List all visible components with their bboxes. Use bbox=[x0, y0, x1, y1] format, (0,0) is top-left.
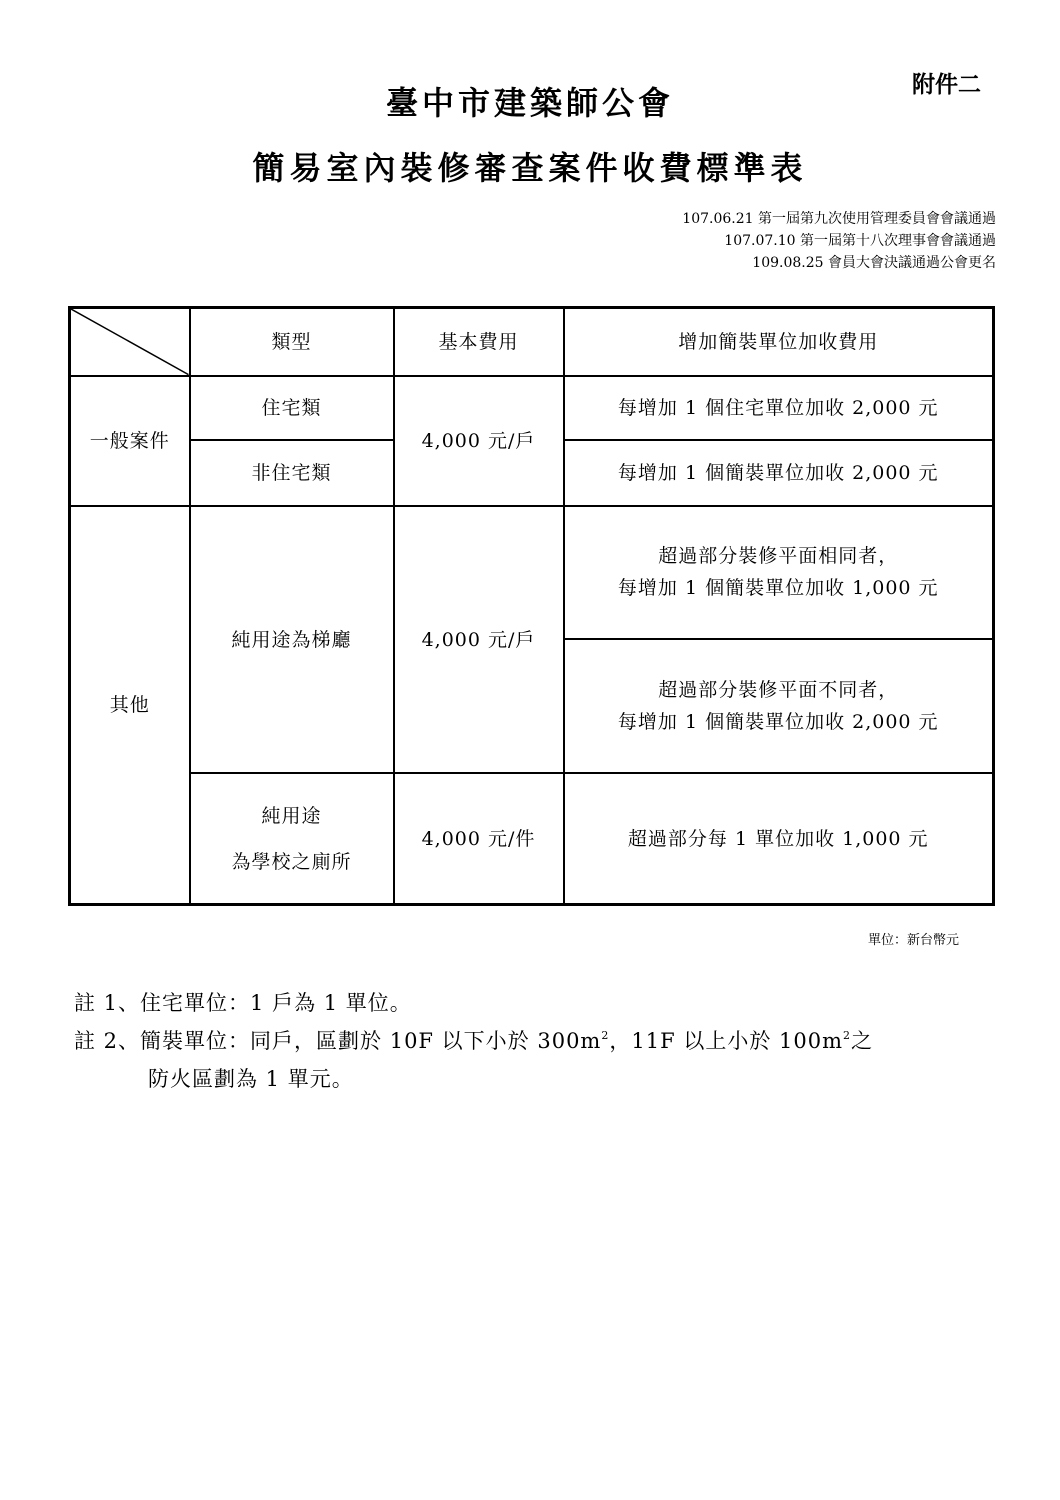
header-extra-fee: 增加簡裝單位加收費用 bbox=[564, 308, 994, 376]
type-school-toilet-line2: 為學校之廁所 bbox=[231, 850, 352, 873]
header-diagonal-cell bbox=[70, 308, 190, 376]
currency-unit-note: 單位：新台幣元 bbox=[868, 933, 960, 948]
document-subtitle: 簡易室內裝修審查案件收費標準表 bbox=[252, 149, 808, 187]
note-2-continued: 防火區劃為 1 單元。 bbox=[148, 1067, 354, 1091]
superscript: 2 bbox=[601, 1029, 610, 1042]
history-line: 109.08.25 會員大會決議通過公會更名 bbox=[752, 255, 996, 271]
extra-school-toilet: 超過部分每 1 單位加收 1,000 元 bbox=[564, 773, 994, 904]
note-2 bbox=[74, 1022, 873, 1060]
notes-section bbox=[74, 984, 873, 1098]
note-2-part-b: ，11F 以上小於 100m bbox=[609, 1029, 843, 1053]
extra-stairs-same-line2: 每增加 1 個簡裝單位加收 1,000 元 bbox=[617, 577, 939, 600]
history-line: 107.07.10 第一屆第十八次理事會會議通過 bbox=[724, 233, 996, 249]
note-1: 註 1、住宅單位：1 戶為 1 單位。 bbox=[74, 991, 412, 1015]
toilet-base-fee: 4,000 元/件 bbox=[394, 773, 564, 904]
diagonal-line bbox=[71, 309, 189, 375]
history-line: 107.06.21 第一屆第九次使用管理委員會會議通過 bbox=[682, 211, 996, 227]
header-base-fee: 基本費用 bbox=[394, 308, 564, 376]
type-residential: 住宅類 bbox=[190, 376, 394, 440]
fee-table bbox=[68, 306, 995, 906]
extra-stairs-diff-line1: 超過部分裝修平面不同者， bbox=[658, 679, 899, 702]
note-2-part-a: 註 2、簡裝單位：同戶，區劃於 10F 以下小於 300m bbox=[74, 1029, 602, 1053]
category-other: 其他 bbox=[70, 506, 190, 905]
type-school-toilet-line1: 純用途 bbox=[261, 804, 322, 827]
note-2-part-c: 之 bbox=[851, 1029, 873, 1053]
extra-residential: 每增加 1 個住宅單位加收 2,000 元 bbox=[564, 376, 994, 440]
type-school-toilet bbox=[190, 773, 394, 904]
annex-label: 附件二 bbox=[912, 72, 981, 98]
extra-stairs-different bbox=[564, 639, 994, 773]
document-title: 臺中市建築師公會 bbox=[385, 84, 674, 122]
extra-stairs-same bbox=[564, 506, 994, 639]
extra-stairs-diff-line2: 每增加 1 個簡裝單位加收 2,000 元 bbox=[617, 711, 939, 734]
general-base-fee: 4,000 元/戶 bbox=[394, 376, 564, 506]
stairs-base-fee: 4,000 元/戶 bbox=[394, 506, 564, 773]
extra-non-residential: 每增加 1 個簡裝單位加收 2,000 元 bbox=[564, 440, 994, 506]
extra-stairs-same-line1: 超過部分裝修平面相同者， bbox=[658, 545, 899, 568]
superscript: 2 bbox=[843, 1029, 851, 1042]
header-type: 類型 bbox=[190, 308, 394, 376]
type-stairs: 純用途為梯廳 bbox=[190, 506, 394, 773]
approval-history bbox=[682, 208, 996, 274]
category-general: 一般案件 bbox=[70, 376, 190, 506]
type-non-residential: 非住宅類 bbox=[190, 440, 394, 506]
